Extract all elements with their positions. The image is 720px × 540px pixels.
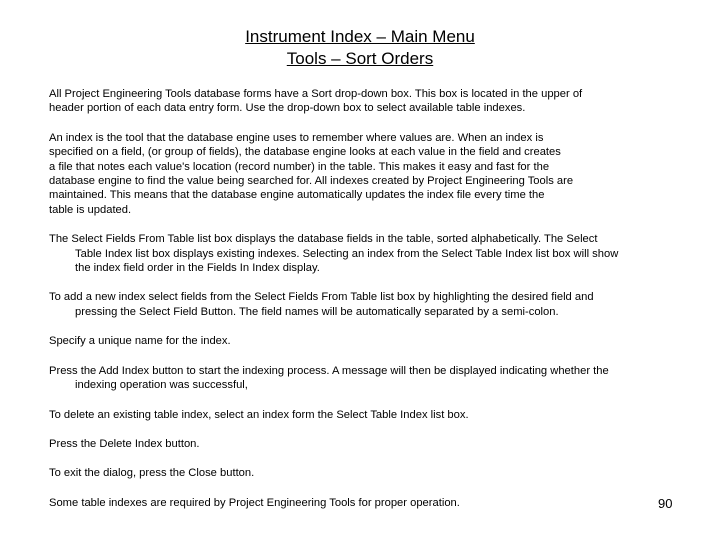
paragraph-required-indexes: Some table indexes are required by Project Engineering Tools for proper operation. xyxy=(49,496,460,509)
paragraph-add-index-fields: To add a new index select fields from the Select Fields From Table list box by highlighting the desired field and pressing the Select Field Button. The field names will be automatically separated by a semi-colon. xyxy=(49,291,594,318)
page-title xyxy=(0,26,720,70)
title-line-sort-orders: Tools – Sort Orders xyxy=(286,49,434,68)
paragraph-select-fields: The Select Fields From Table list box displays the database fields in the table, sorted alphabetically. The Select Table Index list box displays existing indexes. Selecting an index from the Select Table Index list box will show the index field order in the Fields In Index display. xyxy=(49,233,619,275)
paragraph-add-index-button: Press the Add Index button to start the indexing process. A message will then be displayed indicating whether the indexing operation was successful, xyxy=(49,364,609,392)
paragraph-delete-button: Press the Delete Index button. xyxy=(49,437,200,450)
paragraph-unique-name: Specify a unique name for the index. xyxy=(49,335,231,348)
title-line-main-menu: Instrument Index – Main Menu xyxy=(245,27,475,46)
paragraph-sort-dropdown: All Project Engineering Tools database forms have a Sort drop-down box. This box is located in the upper of header portion of each data entry form. Use the drop-down box to select available table indexes. xyxy=(49,88,583,115)
paragraph-index-definition: An index is the tool that the database engine uses to remember where values are. When an index is specified on a field, (or group of fields), the database engine looks at each value in the field and creates a file that notes each value's location (record number) in the table. This makes it easy and fast for the database engine to find the value being searched for. All indexes created by Project Engineering Tools are maintained. This means that the database engine automatically updates the index file every time the table is updated. xyxy=(49,131,574,216)
body-text xyxy=(49,87,669,525)
paragraph-delete-index: To delete an existing table index, select an index form the Select Table Index list box. xyxy=(49,408,469,421)
page-number: 90 xyxy=(658,496,673,511)
paragraph-close-dialog: To exit the dialog, press the Close button. xyxy=(49,467,255,480)
